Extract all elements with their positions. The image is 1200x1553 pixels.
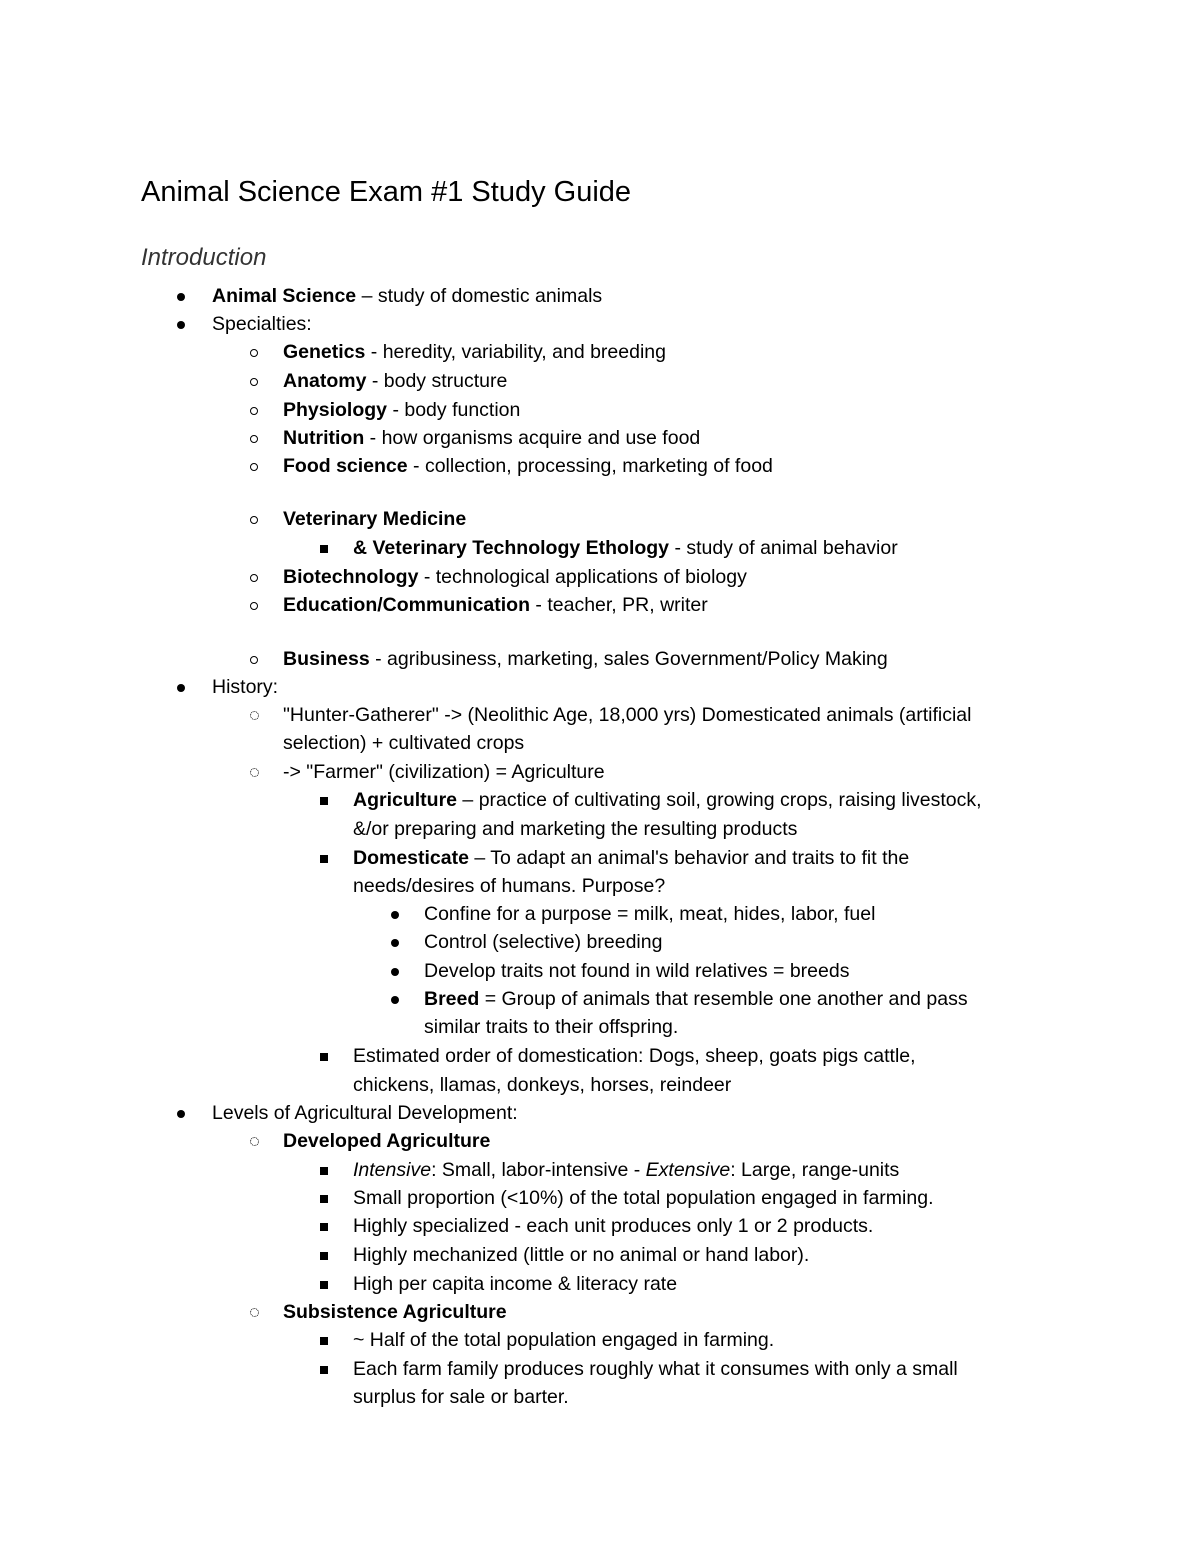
list-item-specialties: Specialties: <box>212 313 312 335</box>
list-item-develop: Develop traits not found in wild relatives = breeds <box>424 960 850 982</box>
list-item-farm-family-cont: surplus for sale or barter. <box>353 1386 569 1408</box>
list-item-food-science: Food science - collection, processing, marketing of food <box>283 455 773 477</box>
list-item-levels: Levels of Agricultural Development: <box>212 1102 518 1124</box>
list-item-domestication-order: Estimated order of domestication: Dogs, sheep, goats pigs cattle, <box>353 1045 916 1067</box>
square-bullet-icon <box>314 786 334 814</box>
list-item-highly-specialized: Highly specialized - each unit produces only 1 or 2 products. <box>353 1215 874 1237</box>
hollow-bullet-icon <box>244 452 264 480</box>
list-item-veterinary-medicine: Veterinary Medicine <box>283 508 467 530</box>
filled-bullet-icon <box>385 985 405 1013</box>
filled-bullet-icon <box>385 957 405 985</box>
list-item-veterinary-technology: & Veterinary Technology Ethology - study of animal behavior <box>353 537 898 559</box>
list-item-high-income: High per capita income & literacy rate <box>353 1273 678 1295</box>
list-item-subsistence-agriculture: Subsistence Agriculture <box>283 1301 507 1323</box>
list-item-education: Education/Communication - teacher, PR, writer <box>283 594 708 616</box>
square-bullet-icon <box>314 1326 334 1354</box>
filled-bullet-icon <box>171 673 191 701</box>
list-item-agriculture-cont: &/or preparing and marketing the resulting products <box>353 818 798 840</box>
list-item-hunter-gatherer: "Hunter-Gatherer" -> (Neolithic Age, 18,000 yrs) Domesticated animals (artificial <box>283 704 972 726</box>
list-item-biotechnology: Biotechnology - technological applications of biology <box>283 566 747 588</box>
list-item-anatomy: Anatomy - body structure <box>283 370 508 392</box>
hollow-bullet-icon <box>244 591 264 619</box>
list-item-nutrition: Nutrition - how organisms acquire and use food <box>283 427 701 449</box>
square-bullet-icon <box>314 1355 334 1383</box>
hollow-bullet-icon <box>244 424 264 452</box>
square-bullet-icon <box>314 1184 334 1212</box>
hollow-bullet-icon <box>244 645 264 673</box>
filled-bullet-icon <box>171 1099 191 1127</box>
dotted-circle-bullet-icon <box>244 1298 264 1326</box>
list-item-domesticate: Domesticate – To adapt an animal's behavior and traits to fit the <box>353 847 910 869</box>
list-item-animal-science: Animal Science – study of domestic animals <box>212 285 603 307</box>
section-heading-introduction: Introduction <box>141 244 267 271</box>
list-item-developed-agriculture: Developed Agriculture <box>283 1130 491 1152</box>
list-item-control: Control (selective) breeding <box>424 931 663 953</box>
dotted-circle-bullet-icon <box>244 701 264 729</box>
hollow-bullet-icon <box>244 396 264 424</box>
hollow-bullet-icon <box>244 505 264 533</box>
list-item-business: Business - agribusiness, marketing, sales Government/Policy Making <box>283 648 888 670</box>
document-title: Animal Science Exam #1 Study Guide <box>141 176 632 208</box>
list-item-confine: Confine for a purpose = milk, meat, hides, labor, fuel <box>424 903 876 925</box>
square-bullet-icon <box>314 1212 334 1240</box>
list-item-small-proportion: Small proportion (<10%) of the total population engaged in farming. <box>353 1187 934 1209</box>
square-bullet-icon <box>314 534 334 562</box>
filled-bullet-icon <box>171 282 191 310</box>
list-item-physiology: Physiology - body function <box>283 399 521 421</box>
square-bullet-icon <box>314 1241 334 1269</box>
list-item-history: History: <box>212 676 279 698</box>
filled-bullet-icon <box>385 928 405 956</box>
list-item-breed: Breed = Group of animals that resemble one another and pass <box>424 988 968 1010</box>
square-bullet-icon <box>314 1270 334 1298</box>
filled-bullet-icon <box>171 310 191 338</box>
list-item-intensive-extensive: Intensive: Small, labor-intensive - Extensive: Large, range-units <box>353 1159 900 1181</box>
list-item-domesticate-cont: needs/desires of humans. Purpose? <box>353 875 666 897</box>
dotted-circle-bullet-icon <box>244 1127 264 1155</box>
hollow-bullet-icon <box>244 338 264 366</box>
square-bullet-icon <box>314 844 334 872</box>
list-item-hunter-gatherer-cont: selection) + cultivated crops <box>283 732 525 754</box>
list-item-agriculture: Agriculture – practice of cultivating soil, growing crops, raising livestock, <box>353 789 982 811</box>
dotted-circle-bullet-icon <box>244 758 264 786</box>
list-item-farm-family: Each farm family produces roughly what it consumes with only a small <box>353 1358 958 1380</box>
list-item-farmer: -> "Farmer" (civilization) = Agriculture <box>283 761 605 783</box>
list-item-highly-mechanized: Highly mechanized (little or no animal or hand labor). <box>353 1244 810 1266</box>
list-item-half-population: ~ Half of the total population engaged in farming. <box>353 1329 775 1351</box>
square-bullet-icon <box>314 1042 334 1070</box>
list-item-genetics: Genetics - heredity, variability, and breeding <box>283 341 666 363</box>
square-bullet-icon <box>314 1156 334 1184</box>
hollow-bullet-icon <box>244 367 264 395</box>
filled-bullet-icon <box>385 900 405 928</box>
hollow-bullet-icon <box>244 563 264 591</box>
list-item-domestication-order-cont: chickens, llamas, donkeys, horses, reindeer <box>353 1074 732 1096</box>
list-item-breed-cont: similar traits to their offspring. <box>424 1016 679 1038</box>
